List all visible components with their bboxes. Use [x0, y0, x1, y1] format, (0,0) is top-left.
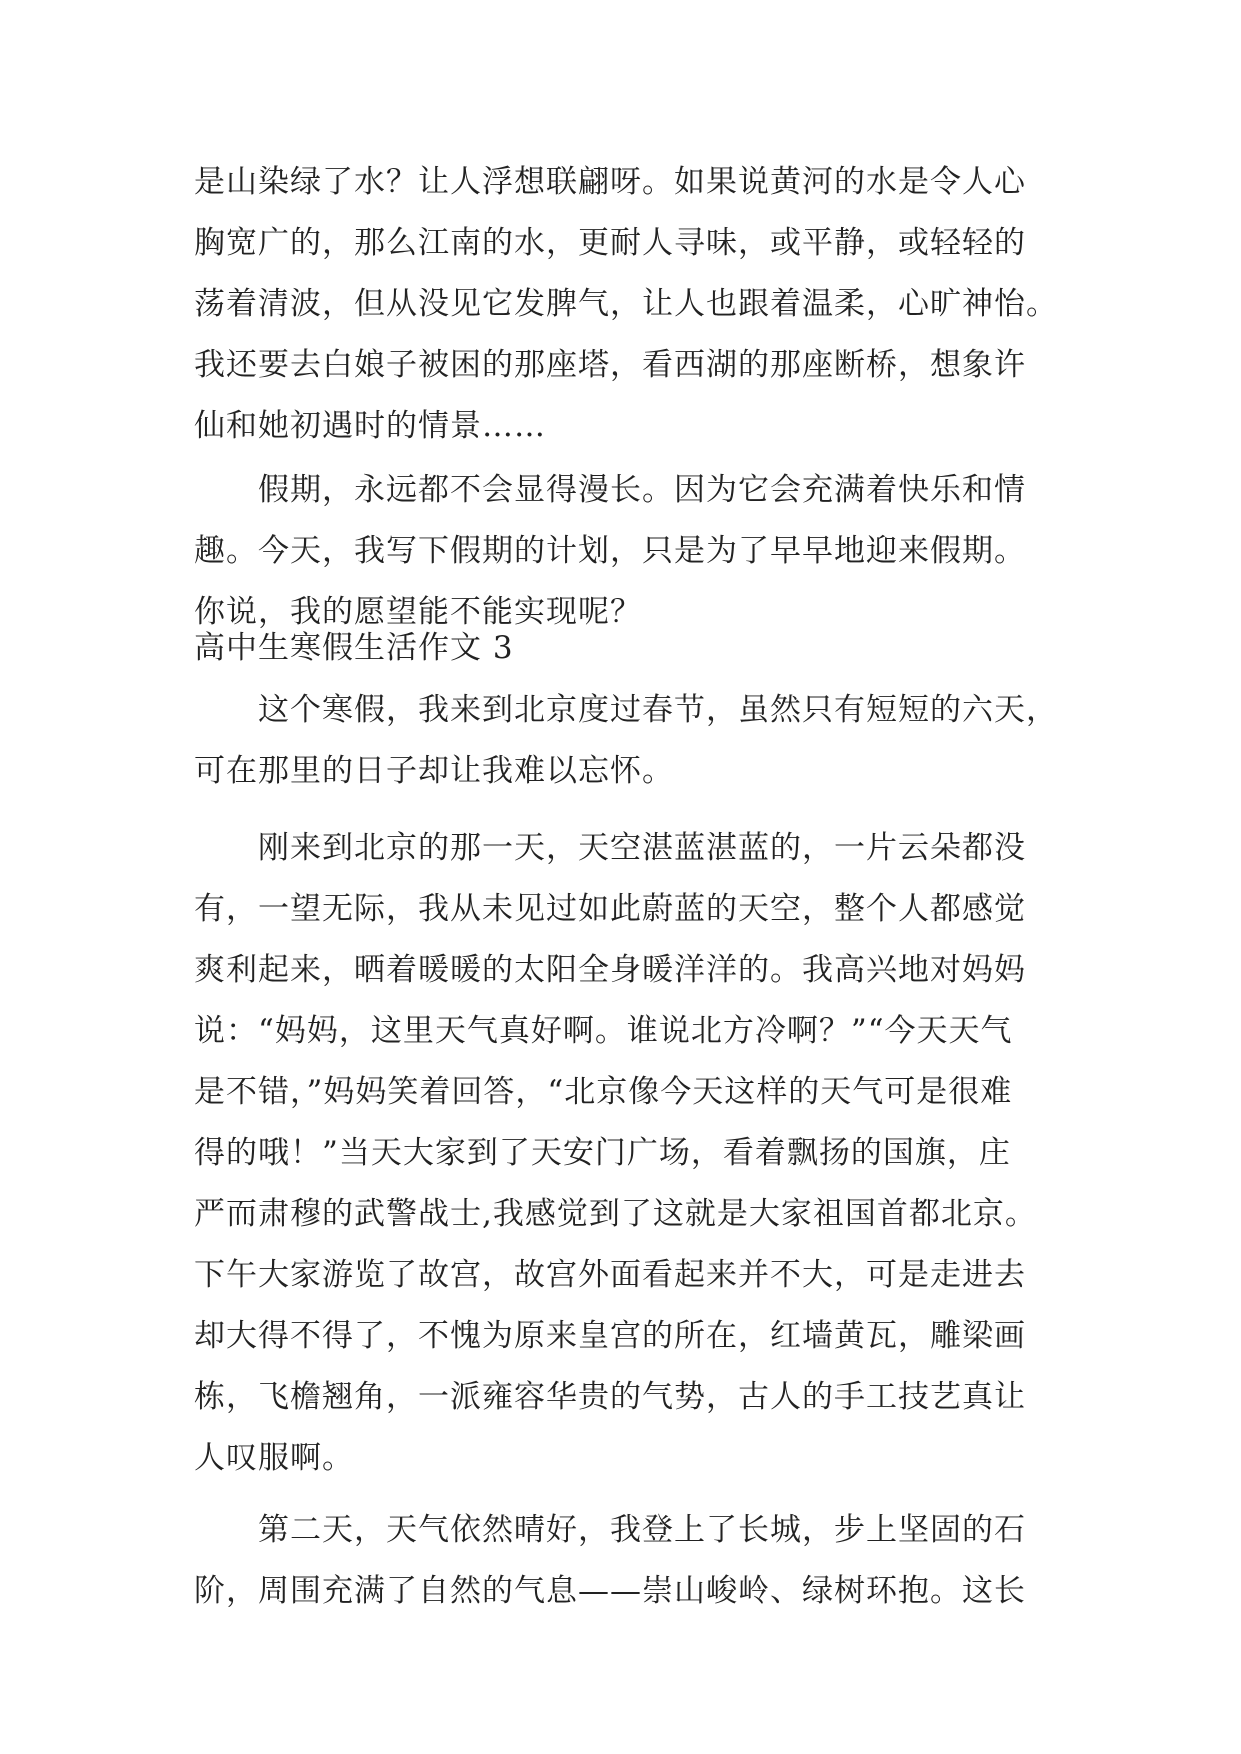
text-line: 严而肃穆的武警战士,我感觉到了这就是大家祖国首都北京。 — [194, 1196, 1037, 1232]
text-line: 可在那里的日子却让我难以忘怀。 — [194, 753, 674, 789]
paragraph-holiday — [194, 460, 1050, 643]
text-line: 阶，周围充满了自然的气息——崇山峻岭、绿树环抱。这长 — [194, 1573, 1026, 1609]
text-line: 我还要去白娘子被困的那座塔，看西湖的那座断桥，想象许 — [194, 347, 1026, 383]
text-line: 趣。今天，我写下假期的计划，只是为了早早地迎来假期。 — [194, 533, 1026, 569]
text-line: 你说，我的愿望能不能实现呢？ — [194, 594, 642, 630]
text-line: 仙和她初遇时的情景…… — [194, 408, 546, 444]
text-line: 假期，永远都不会显得漫长。因为它会充满着快乐和情 — [258, 472, 1026, 508]
text-line: 人叹服啊。 — [194, 1440, 354, 1476]
text-line: 胸宽广的，那么江南的水，更耐人寻味，或平静，或轻轻的 — [194, 225, 1026, 261]
text-line: 下午大家游览了故宫，故宫外面看起来并不大，可是走进去 — [194, 1257, 1026, 1293]
text-line: 是不错，”妈妈笑着回答，“北京像今天这样的天气可是很难 — [194, 1074, 1013, 1110]
text-line: 爽利起来，晒着暖暖的太阳全身暖洋洋的。我高兴地对妈妈 — [194, 952, 1026, 988]
continued-paragraph — [194, 152, 1058, 457]
text-line: 是山染绿了水？让人浮想联翩呀。如果说黄河的水是令人心 — [194, 164, 1026, 200]
section-title-block — [194, 618, 1050, 679]
text-line: 得的哦！”当天大家到了天安门广场，看着飘扬的国旗，庄 — [194, 1135, 1011, 1171]
text-line: 栋，飞檐翘角，一派雍容华贵的气势，古人的手工技艺真让 — [194, 1379, 1026, 1415]
paragraph-day-one — [194, 818, 1050, 1489]
text-line: 有，一望无际，我从未见过如此蔚蓝的天空，整个人都感觉 — [194, 891, 1026, 927]
section-title: 高中生寒假生活作文 3 — [194, 630, 514, 666]
text-line: 刚来到北京的那一天，天空湛蓝湛蓝的，一片云朵都没 — [258, 830, 1026, 866]
text-line: 说：“妈妈，这里天气真好啊。谁说北方冷啊？”“今天天气 — [194, 1013, 1013, 1049]
text-line: 第二天，天气依然晴好，我登上了长城，步上坚固的石 — [258, 1512, 1026, 1548]
paragraph-intro — [194, 680, 1058, 802]
text-line: 却大得不得了，不愧为原来皇宫的所在，红墙黄瓦，雕梁画 — [194, 1318, 1026, 1354]
text-line: 这个寒假，我来到北京度过春节，虽然只有短短的六天， — [258, 692, 1058, 728]
paragraph-day-two — [194, 1500, 1050, 1622]
text-line: 荡着清波，但从没见它发脾气，让人也跟着温柔，心旷神怡。 — [194, 286, 1058, 322]
